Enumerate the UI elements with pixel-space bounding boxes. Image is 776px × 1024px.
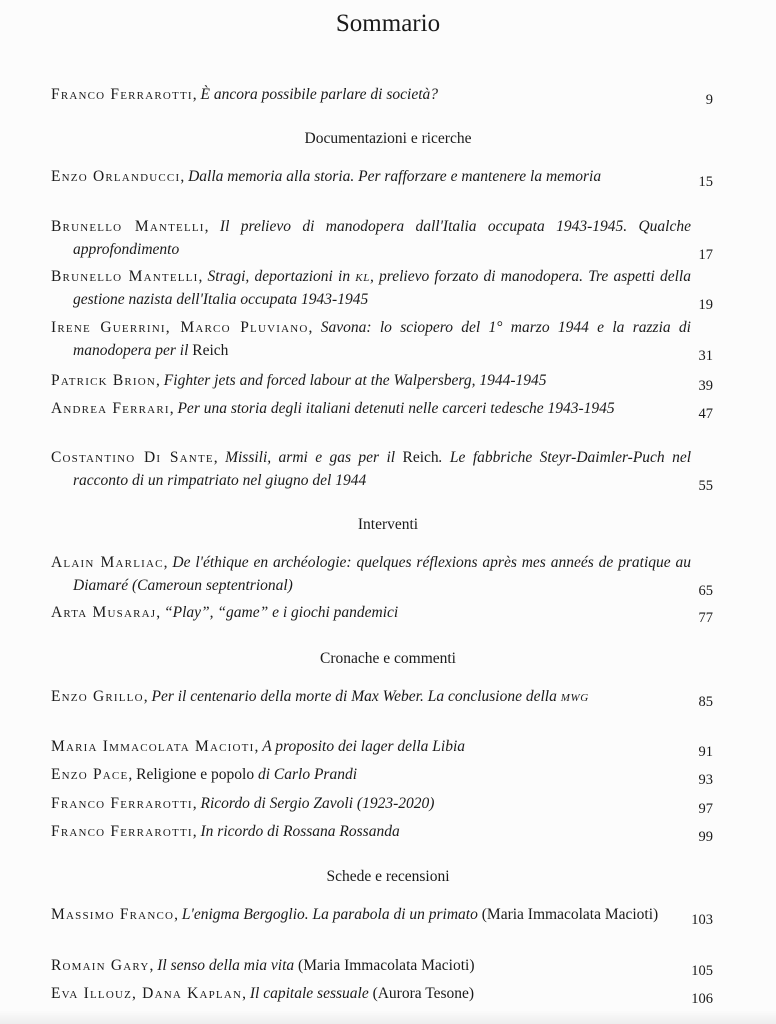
entry-title: Per una storia degli italiani detenuti nelle carceri tedesche 1943-1945: [177, 400, 615, 417]
entry-page-number: 99: [698, 829, 713, 845]
entry-separator: ,: [204, 218, 220, 235]
entry-separator: ,: [149, 957, 158, 974]
entry-page-number: 77: [698, 610, 713, 626]
entry-title: Dalla memoria alla storia. Per rafforzare e mantenere la memoria: [188, 168, 602, 185]
entry-title-roman: Reich: [402, 449, 439, 466]
entry-author: Andrea Ferrari: [51, 400, 170, 417]
section-heading-cronache: Cronache e commenti: [319, 650, 456, 667]
entry-page-number: 85: [698, 694, 713, 710]
entry-title: Il senso della mia vita: [157, 957, 295, 974]
entry-page-number: 39: [698, 378, 713, 394]
entry-title: Fighter jets and forced labour at the Walpersberg, 1944-1945: [163, 372, 547, 389]
entry-author: Brunello Mantelli: [51, 218, 205, 235]
toc-entry[interactable]: [51, 685, 713, 708]
entry-reviewer: (Aurora Tesone): [368, 985, 475, 1002]
toc-entry[interactable]: [51, 316, 713, 362]
entry-page-number: 65: [698, 583, 713, 599]
toc-entry[interactable]: [51, 165, 713, 188]
entry-separator: ,: [198, 268, 208, 285]
entry-author: Alain Marliac: [51, 554, 164, 571]
entry-title: Missili, armi e gas per il: [225, 449, 403, 466]
entry-author: Enzo Orlanducci: [51, 168, 181, 185]
entry-page-number: 103: [691, 912, 713, 928]
entry-separator: ,: [192, 823, 201, 840]
entry-page-number: 55: [698, 478, 713, 494]
entry-title: A proposito dei lager della Libia: [262, 738, 465, 755]
entry-title-abbrev: kl: [355, 268, 370, 285]
entry-author: Eva Illouz, Dana Kaplan: [51, 985, 243, 1002]
entry-title: Savona: lo sciopero del 1° marzo 1944 e la razzia di manodopera per il: [73, 319, 691, 359]
entry-title-rest: . Le fabbriche Steyr-Daimler-Puch nel racconto di un rimpatriato nel giugno del 1944: [73, 449, 692, 489]
entry-separator: ,: [308, 319, 321, 336]
entry-author: Patrick Brion: [51, 372, 157, 389]
toc-entry[interactable]: [51, 265, 713, 311]
entry-page-number: 31: [698, 348, 713, 364]
entry-title-connector: di: [254, 766, 274, 783]
entry-author: Maria Immacolata Macioti: [51, 738, 255, 755]
entry-page-number: 19: [698, 297, 713, 313]
toc-entry[interactable]: [51, 397, 713, 420]
page-title: Sommario: [335, 10, 441, 37]
entry-title-roman: Reich: [192, 342, 229, 359]
entry-title: Il prelievo di manodopera dall'Italia occupata 1943-1945. Qualche approfondimento: [73, 218, 691, 258]
entry-author: Costantino Di Sante: [51, 449, 214, 466]
entry-page-number: 9: [705, 92, 713, 108]
entry-author: Enzo Pace: [51, 766, 129, 783]
entry-page-number: 106: [691, 991, 713, 1007]
entry-title: Ricordo di Sergio Zavoli (1923-2020): [200, 795, 435, 812]
entry-title-rest: Carlo Prandi: [273, 766, 357, 783]
entry-author: Franco Ferrarotti: [51, 795, 193, 812]
toc-entry[interactable]: [51, 369, 713, 392]
toc-entry[interactable]: [51, 792, 713, 815]
entry-separator: ,: [128, 766, 137, 783]
entry-page-number: 105: [691, 963, 713, 979]
entry-separator: ,: [174, 906, 182, 923]
toc-entry[interactable]: [51, 954, 713, 977]
entry-author: Enzo Grillo: [51, 688, 144, 705]
entry-title-roman: Religione e popolo: [136, 766, 255, 783]
entry-separator: ,: [180, 168, 189, 185]
entry-reviewer: (Maria Immacolata Macioti): [294, 957, 475, 974]
entry-title: “Play”, “game” e i giochi pandemici: [164, 604, 399, 621]
toc-entry[interactable]: [51, 83, 713, 106]
toc-entry[interactable]: [51, 982, 713, 1005]
toc-entry[interactable]: [51, 820, 713, 843]
entry-separator: ,: [213, 449, 226, 466]
entry-page-number: 15: [698, 174, 713, 190]
entry-title: In ricordo di Rossana Rossanda: [200, 823, 400, 840]
entry-separator: ,: [242, 985, 250, 1002]
entry-author: Irene Guerrini, Marco Pluviano: [51, 319, 309, 336]
entry-separator: ,: [163, 554, 173, 571]
entry-title: È ancora possibile parlare di società?: [200, 86, 439, 103]
page-bottom-shadow: [0, 1010, 776, 1024]
entry-author: Arta Musaraj: [51, 604, 157, 621]
entry-page-number: 47: [698, 406, 713, 422]
toc-entry[interactable]: [51, 903, 713, 926]
entry-author: Romain Gary: [51, 957, 150, 974]
entry-separator: ,: [192, 795, 201, 812]
entry-reviewer: (Maria Immacolata Macioti): [477, 906, 659, 923]
entry-separator: ,: [169, 400, 178, 417]
entry-separator: ,: [143, 688, 152, 705]
entry-page-number: 97: [698, 801, 713, 817]
entry-title: Per il centenario della morte di Max Weber. La conclusione della: [151, 688, 561, 705]
entry-author: Franco Ferrarotti: [51, 823, 193, 840]
entry-page-number: 17: [698, 247, 713, 263]
entry-title: Il capitale sessuale: [249, 985, 369, 1002]
entry-separator: ,: [254, 738, 263, 755]
section-heading-interventi: Interventi: [357, 516, 419, 533]
toc-entry[interactable]: [51, 763, 713, 786]
section-heading-documentazioni: Documentazioni e ricerche: [304, 130, 472, 147]
entry-separator: ,: [192, 86, 201, 103]
section-heading-schede: Schede e recensioni: [326, 868, 450, 885]
entry-title-abbrev: mwg: [560, 688, 589, 705]
entry-separator: ,: [156, 604, 165, 621]
entry-author: Massimo Franco: [51, 906, 175, 923]
entry-title: Stragi, deportazioni in: [207, 268, 356, 285]
toc-entry[interactable]: [51, 215, 713, 261]
entry-title-rest: , prelievo forzato di manodopera. Tre aspetti della gestione nazista dell'Italia occupata 1943-1945: [73, 268, 691, 308]
entry-page-number: 91: [698, 744, 713, 760]
entry-title: De l'éthique en archéologie: quelques réflexions après mes anneés de pratique au Diamaré (Cameroun septentrional): [73, 554, 692, 594]
toc-entry[interactable]: [51, 601, 713, 624]
entry-author: Brunello Mantelli: [51, 268, 199, 285]
entry-separator: ,: [156, 372, 164, 389]
toc-entry[interactable]: [51, 735, 713, 758]
toc-entry[interactable]: [51, 551, 713, 597]
entry-page-number: 93: [698, 772, 713, 788]
toc-entry[interactable]: [51, 446, 713, 492]
entry-author: Franco Ferrarotti: [51, 86, 193, 103]
entry-title: L'enigma Bergoglio. La parabola di un primato: [181, 906, 478, 923]
